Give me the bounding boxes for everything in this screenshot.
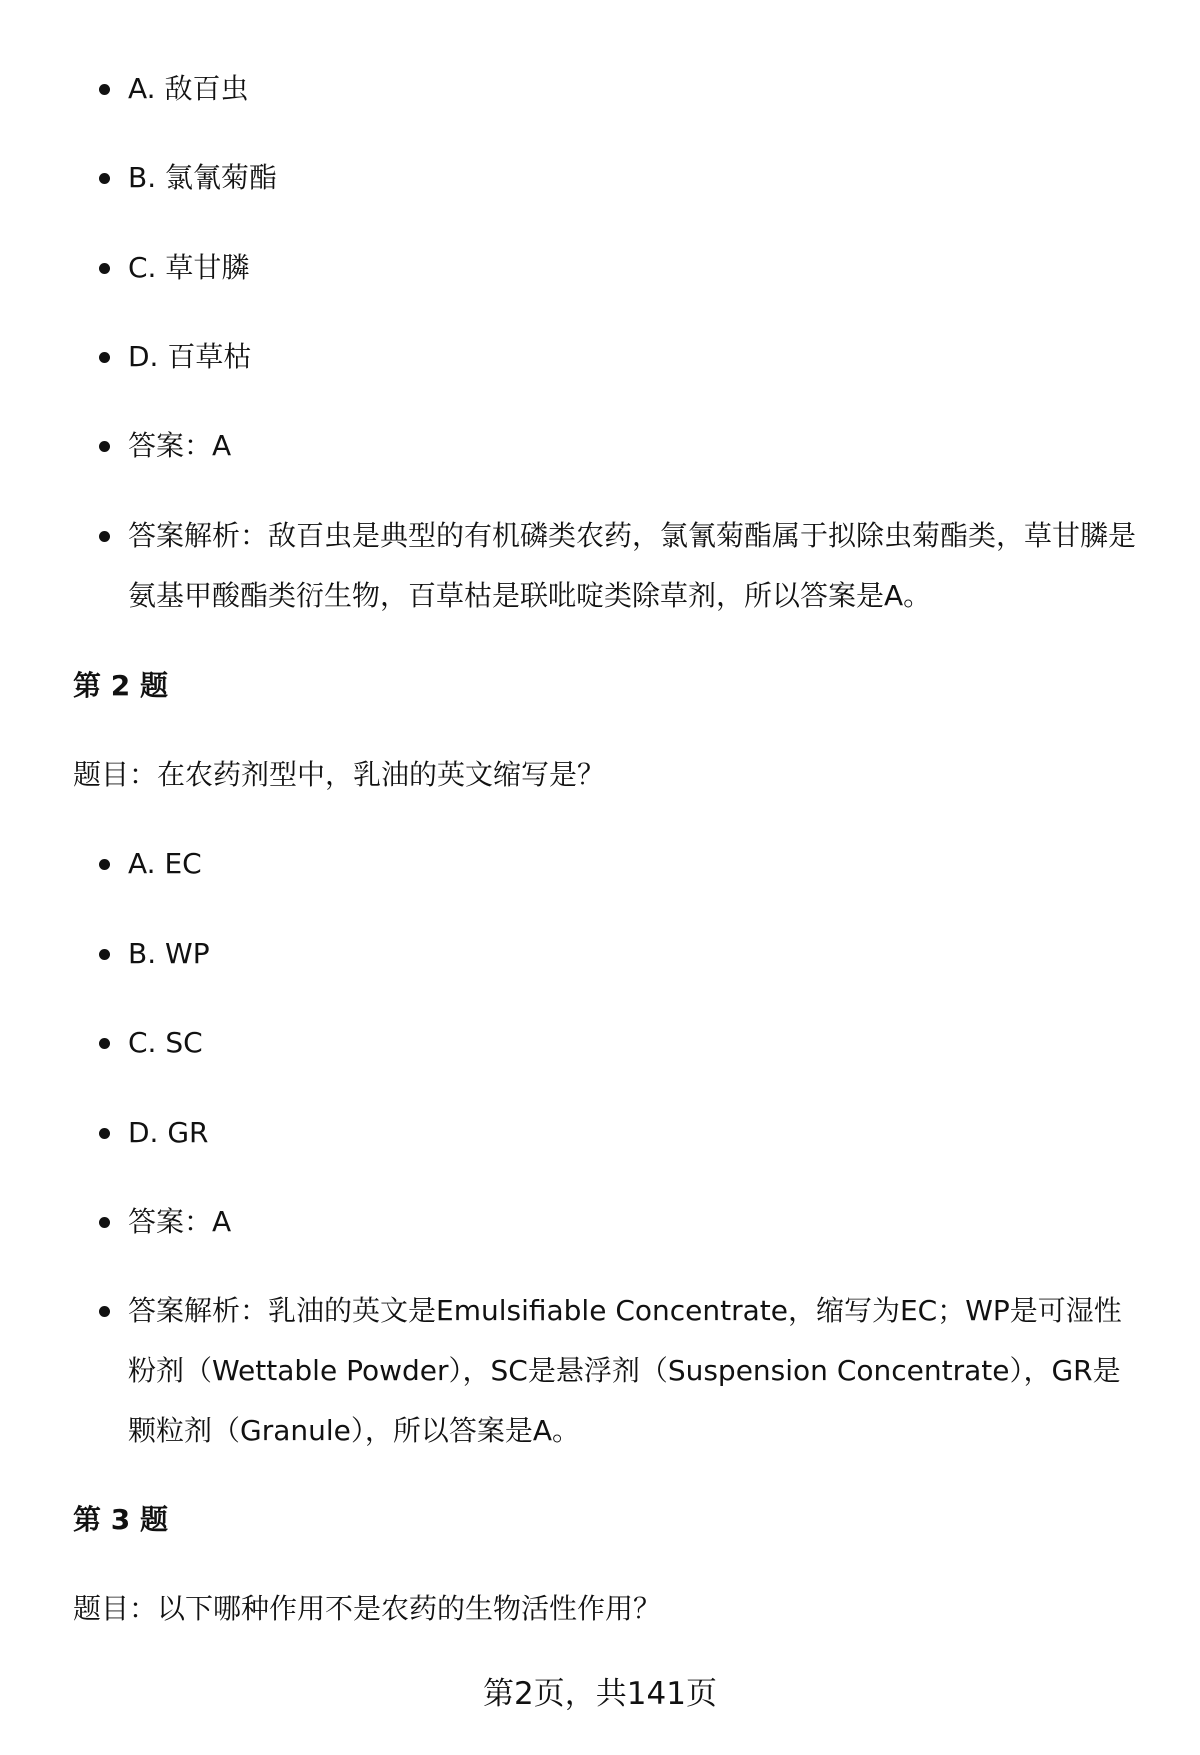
option-c: C. SC	[128, 1013, 1138, 1073]
question-heading: 第 3 题	[73, 1503, 168, 1536]
option-b: B. WP	[128, 924, 1138, 984]
option-b: B. 氯氰菊酯	[128, 148, 1138, 208]
answer: 答案：A	[128, 416, 1138, 476]
answer: 答案：A	[128, 1192, 1138, 1252]
answer-explanation: 答案解析：敌百虫是典型的有机磷类农药，氯氰菊酯属于拟除虫菊酯类，草甘膦是氨基甲酸酯类衍生物，百草枯是联吡啶类除草剂，所以答案是A。	[128, 506, 1138, 626]
question-heading: 第 2 题	[73, 669, 168, 702]
option-c: C. 草甘膦	[128, 238, 1138, 298]
answer-explanation: 答案解析：乳油的英文是Emulsifiable Concentrate，缩写为EC；WP是可湿性粉剂（Wettable Powder），SC是悬浮剂（Suspension Concentrate），GR是颗粒剂（Granule），所以答案是A。	[128, 1281, 1138, 1461]
option-a: A. EC	[128, 834, 1138, 894]
question-text: 题目：以下哪种作用不是农药的生物活性作用？	[73, 1592, 662, 1625]
page-indicator: 第2页，共141页	[483, 1676, 717, 1712]
option-d: D. 百草枯	[128, 327, 1138, 387]
option-a: A. 敌百虫	[128, 59, 1138, 119]
question-text: 题目：在农药剂型中，乳油的英文缩写是？	[73, 758, 606, 791]
option-d: D. GR	[128, 1103, 1138, 1163]
